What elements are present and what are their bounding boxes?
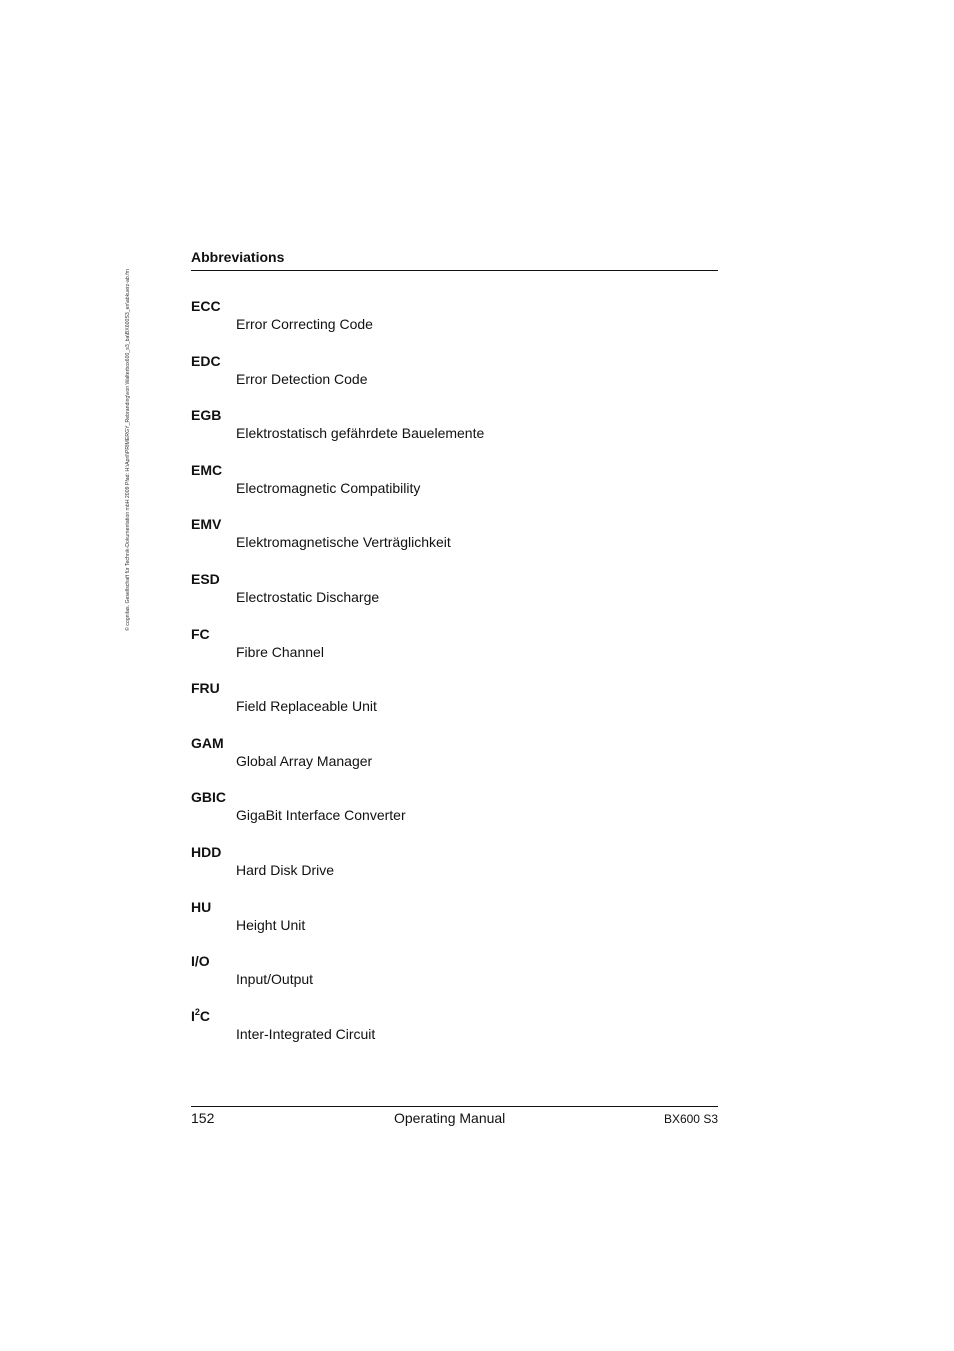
list-item [191,570,718,625]
abbreviation-list [191,297,718,1061]
abbreviation-term: ECC [191,298,221,314]
abbreviation-definition: Height Unit [236,916,306,933]
list-item [191,406,718,461]
list-item [191,352,718,407]
page-title: Abbreviations [191,249,285,265]
term-rest: C [199,1007,211,1024]
product-name: BX600 S3 [663,1112,718,1126]
term-superscript: 2 [194,1006,200,1017]
abbreviation-term: FRU [191,680,220,697]
abbreviation-definition: Input/Output [236,971,314,988]
abbreviation-term: EDC [191,352,221,369]
abbreviation-definition: Error Detection Code [236,370,368,387]
page-number: 152 [191,1110,215,1126]
list-item [191,1007,718,1062]
abbreviation-term: GAM [191,734,224,751]
abbreviation-term [191,1007,210,1025]
abbreviation-definition: Fibre Channel [236,643,324,660]
list-item [191,679,718,734]
list-item [191,297,718,352]
abbreviation-definition: Error Correcting Code [236,316,373,332]
list-item [191,898,718,953]
list-item [191,843,718,898]
abbreviation-definition: GigaBit Interface Converter [236,807,406,824]
list-item [191,952,718,1007]
abbreviation-definition: Elektrostatisch gefährdete Bauelemente [236,425,485,442]
abbreviation-definition: Electrostatic Discharge [236,588,380,605]
abbreviation-term: HU [191,898,212,915]
abbreviation-term: EMC [191,461,223,478]
abbreviation-term: HDD [191,843,222,860]
abbreviation-definition: Hard Disk Drive [236,861,335,878]
abbreviation-term: GBIC [191,789,226,806]
abbreviation-definition: Field Replaceable Unit [236,698,377,715]
list-item [191,734,718,789]
abbreviation-definition: Global Array Manager [236,752,373,769]
side-note-text: © cognitas. Gesellschaft für Technik-Dokumentation mbH 2009 Pfad: H:\April\PRIMERGY_Rebranding\von Walterbox600_s3_ba\BX600S3_en\abkuerz-ab.fm [125,269,131,631]
abbreviation-term: FC [191,625,210,642]
abbreviation-definition: Inter-Integrated Circuit [236,1025,376,1042]
footer-divider [191,1106,718,1107]
abbreviation-term: EGB [191,407,222,424]
abbreviation-definition: Electromagnetic Compatibility [236,479,421,496]
abbreviation-definition: Elektromagnetische Verträglichkeit [236,534,451,551]
manual-title: Operating Manual [394,1110,506,1126]
list-item [191,515,718,570]
list-item [191,461,718,516]
header-divider [191,270,718,271]
term-base: I [191,1007,195,1024]
abbreviation-term: I/O [191,953,210,970]
list-item [191,625,718,680]
list-item [191,788,718,843]
abbreviation-term: ESD [191,570,220,587]
abbreviation-term: EMV [191,516,222,533]
